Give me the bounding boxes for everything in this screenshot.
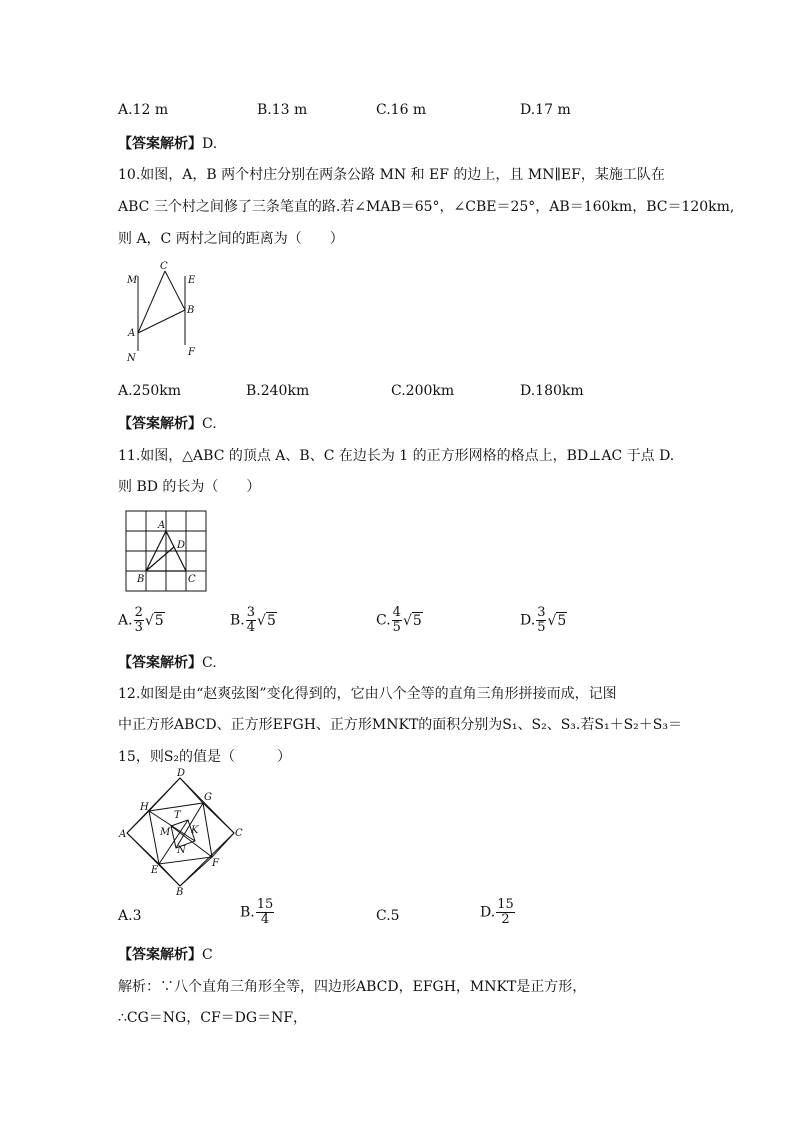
label-c: C	[160, 261, 168, 272]
label-m: M	[127, 275, 138, 286]
q10-option-d: D.180km	[520, 383, 584, 399]
q12-solution-line2: ∴CG＝NG，CF＝DG＝NF，	[118, 1010, 308, 1026]
label-t: T	[174, 810, 181, 821]
q10-stem-line1: 10.如图，A，B 两个村庄分别在两条公路 MN 和 EF 的边上，且 MN∥EF，某施工队在	[118, 167, 665, 183]
label-a: A	[158, 520, 166, 531]
q9-answer	[118, 133, 217, 153]
segment-ac	[138, 271, 165, 333]
q9-option-d: D.17 m	[520, 102, 571, 118]
answer-value: C	[202, 947, 213, 963]
q12-stem-line1: 12.如图是由“赵爽弦图”变化得到的，它由八个全等的直角三角形拼接而成，记图	[118, 686, 617, 702]
label-a: A	[119, 829, 127, 840]
label-b: B	[187, 305, 195, 316]
label-d: D	[177, 768, 186, 779]
answer-value: D.	[202, 136, 218, 152]
q11-stem-line1: 11.如图，△ABC 的顶点 A、B、C 在边长为 1 的正方形网格的格点上，BD⊥AC 于点 D.	[118, 448, 675, 464]
label-h: H	[140, 802, 149, 813]
segment-cb	[165, 271, 185, 310]
answer-value: C.	[202, 655, 217, 671]
label-a: A	[128, 328, 136, 339]
label-c: C	[235, 828, 243, 839]
q10-stem-line2: ABC 三个村之间修了三条笔直的路.若∠MAB＝65°，∠CBE＝25°，AB＝160km，BC＝120km,	[118, 199, 735, 215]
q12-solution-line1: 解析：∵八个直角三角形全等，四边形ABCD，EFGH，MNKT是正方形，	[118, 979, 587, 995]
q9-option-c: C.16 m	[376, 102, 427, 118]
label-e: E	[151, 865, 159, 876]
label-k: K	[191, 825, 199, 836]
q11-grid-figure	[125, 510, 209, 594]
q11-option-a: A. $\frac{2}{3}$ √5	[118, 605, 164, 635]
q12-option-a: A.3	[118, 908, 142, 924]
q9-option-b: B.13 m	[257, 102, 308, 118]
answer-label: 【答案解析】	[118, 416, 202, 432]
label-n: N	[177, 845, 186, 856]
label-b: B	[176, 887, 184, 897]
q12-answer	[118, 944, 213, 964]
q11-stem-line2: 则 BD 的长为（ ）	[118, 479, 261, 495]
q10-answer	[118, 413, 217, 433]
q10-option-a: A.250km	[118, 383, 182, 399]
label-f: F	[188, 347, 195, 358]
q10-figure	[118, 258, 218, 370]
label-n: N	[127, 353, 136, 364]
q12-stem-line3: 15，则S₂的值是（ ）	[118, 749, 292, 765]
q11-option-c: C. $\frac{4}{5}$ √5	[376, 605, 422, 635]
q10-stem-line3: 则 A，C 两村之间的距离为（ ）	[118, 231, 344, 247]
answer-label: 【答案解析】	[118, 947, 202, 963]
q11-answer	[118, 652, 217, 672]
q11-option-b: B. $\frac{3}{4}$ √5	[230, 605, 276, 635]
segment-ab	[138, 310, 185, 333]
q12-option-b: B. $\frac{15}{4}$	[240, 897, 274, 927]
answer-label: 【答案解析】	[118, 655, 202, 671]
q11-option-d: D. $\frac{3}{5}$ √5	[520, 605, 567, 635]
label-f: F	[212, 858, 219, 869]
q12-option-d: D. $\frac{15}{2}$	[480, 897, 514, 927]
label-g: G	[204, 792, 212, 803]
label-d: D	[177, 540, 186, 551]
q12-figure	[116, 767, 250, 897]
label-b: B	[137, 574, 145, 585]
label-e: E	[188, 275, 196, 286]
q12-option-c: C.5	[376, 908, 400, 924]
answer-label: 【答案解析】	[118, 136, 202, 152]
q12-stem-line2: 中正方形ABCD、正方形EFGH、正方形MNKT的面积分别为S₁、S₂、S₃.若S₁＋S₂＋S₃＝	[118, 717, 682, 733]
label-c: C	[188, 574, 196, 585]
q10-option-c: C.200km	[391, 383, 455, 399]
answer-value: C.	[202, 416, 217, 432]
q9-option-a: A.12 m	[118, 102, 169, 118]
label-m: M	[160, 827, 171, 838]
q10-option-b: B.240km	[246, 383, 310, 399]
